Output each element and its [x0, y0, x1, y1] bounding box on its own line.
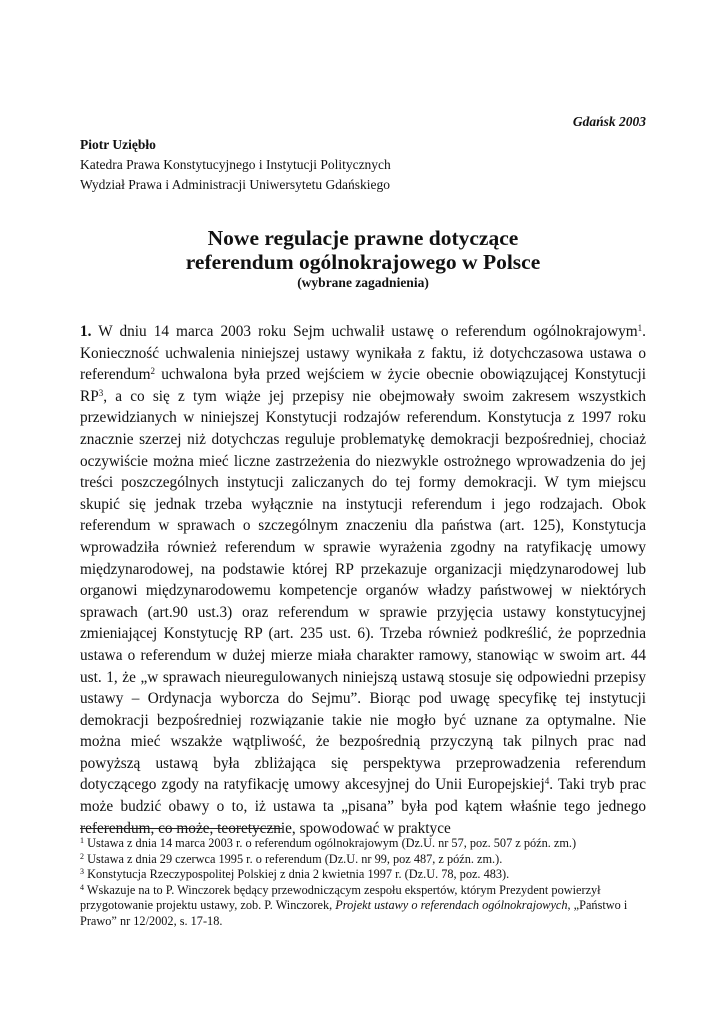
- footnote-separator: [80, 828, 282, 829]
- footnote-number: 2: [80, 851, 84, 861]
- footnote-ref-1: 1: [637, 323, 643, 333]
- cited-work-title: Projekt ustawy o referendach ogólnokrajowych: [335, 898, 568, 913]
- author-department: Katedra Prawa Konstytucyjnego i Instytucji Politycznych: [80, 157, 391, 172]
- footnote-ref-2: 2: [150, 366, 155, 377]
- footnote-1: [80, 836, 646, 852]
- paper-subtitle: (wybrane zagadnienia): [297, 275, 429, 290]
- footnote-number: 3: [80, 867, 84, 877]
- author-name: Piotr Uziębło: [80, 137, 156, 152]
- footnote-3: [80, 867, 646, 883]
- body-text-3: uchwalona była przed wejściem w życie obecnie obowiązującej Konstytucji RP: [80, 366, 646, 405]
- body-text-2: . Konieczność uchwalenia niniejszej ustawy wynikała z faktu, iż dotychczasowa ustawa o referendum: [80, 323, 646, 384]
- author-faculty: Wydział Prawa i Administracji Uniwersytetu Gdańskiego: [80, 177, 390, 192]
- body-text-5: . Taki tryb prac może budzić obawy o to, iż ustawa ta „pisana” była pod kątem właśnie tego jednego referendum, co może, teoretycznie, spowodować w praktyce: [80, 776, 646, 837]
- place-date: Gdańsk 2003: [572, 114, 646, 129]
- footnote-text: Wskazuje na to P. Winczorek będący przewodniczącym zespołu ekspertów, którym Prezydent powierzył przygotowanie projektu ustawy, zob. P. Winczorek,: [80, 882, 601, 913]
- footnote-text: Ustawa z dnia 29 czerwca 1995 r. o referendum (Dz.U. nr 99, poz 487, z późn. zm.).: [84, 851, 503, 866]
- footnote-text-end: , „Państwo i Prawo” nr 12/2002, s. 17-18.: [80, 898, 628, 928]
- footnote-2: [80, 852, 646, 868]
- footnote-ref-3: 3: [98, 387, 104, 398]
- footnote-number: 1: [80, 836, 84, 845]
- body-paragraph: [80, 321, 646, 839]
- footnote-number: 4: [80, 882, 84, 892]
- author-block: [80, 135, 391, 195]
- body-text-4: , a co się z tym wiąże jej przepisy nie obejmowały swoim zakresem wszystkich przewidzianych w niniejszej Konstytucji rodzajów referendum. Konstytucja z 1997 roku znacznie szerzej niż dotychczas reguluje problematykę demokracji bezpośredniej, chociaż oczywiście można mieć liczne zastrzeżenia do niezwykle ostrożnego wprowadzenia do jej treści poszczególnych instytucji zaliczanych do tej formy demokracji. W tym miejscu skupić się jednak trzeba wyłącznie na instytucji referendum i jego rodzajach. Obok referendum w sprawach o szczególnym znaczeniu dla państwa (art. 125), Konstytucja wprowadziła również referendum w sprawie wyrażenia zgodny na ratyfikację umowy międzynarodowej, na podstawie której RP przekazuje organizacji międzynarodowej lub organowi międzynarodowemu kompetencje organów władzy państwowej w niektórych sprawach (art.90 ust.3) oraz referendum w sprawie przyjęcia ustawy konstytucyjnej zmieniającej Konstytucję RP (art. 235 ust. 6). Trzeba również podkreślić, że poprzednia ustawa o referendum w dużej mierze miała charakter ramowy, stanowiąc w swoim art. 44 ust. 1, że „w sprawach nieuregulowanych niniejszą ustawą stosuje się odpowiedni przepisy ustawy – Ordynacja wyborcza do Sejmu”. Biorąc pod uwagę specyfikę tej instytucji demokracji bezpośredniej rozwiązanie takie nie mogło być uznane za optymalne. Nie można mieć wszakże wątpliwość, że bezpośrednią przyczyną tak pilnych prac nad powyższą ustawą była zbliżająca się perspektywa przeprowadzenia referendum dotyczącego zgody na ratyfikację umowy akcesyjnej do Unii Europejskiej: [80, 387, 646, 794]
- paper-title-line-2: referendum ogólnokrajowego w Polsce: [185, 250, 541, 274]
- footnote-ref-4: 4: [544, 776, 550, 787]
- section-number: 1.: [80, 323, 92, 340]
- footnotes: [80, 836, 646, 930]
- document-page: [80, 0, 646, 1024]
- footnote-text: Ustawa z dnia 14 marca 2003 r. o referendum ogólnokrajowym (Dz.U. nr 57, poz. 507 z późn. zm.): [84, 836, 577, 850]
- paper-title-line-1: Nowe regulacje prawne dotyczące: [207, 226, 519, 250]
- title-block: [80, 226, 646, 291]
- body-text-1: W dniu 14 marca 2003 roku Sejm uchwalił ustawę o referendum ogólnokrajowym: [91, 323, 638, 340]
- footnote-4: [80, 883, 646, 930]
- footnote-text: Konstytucja Rzeczypospolitej Polskiej z dnia 2 kwietnia 1997 r. (Dz.U. 78, poz. 483).: [84, 867, 510, 882]
